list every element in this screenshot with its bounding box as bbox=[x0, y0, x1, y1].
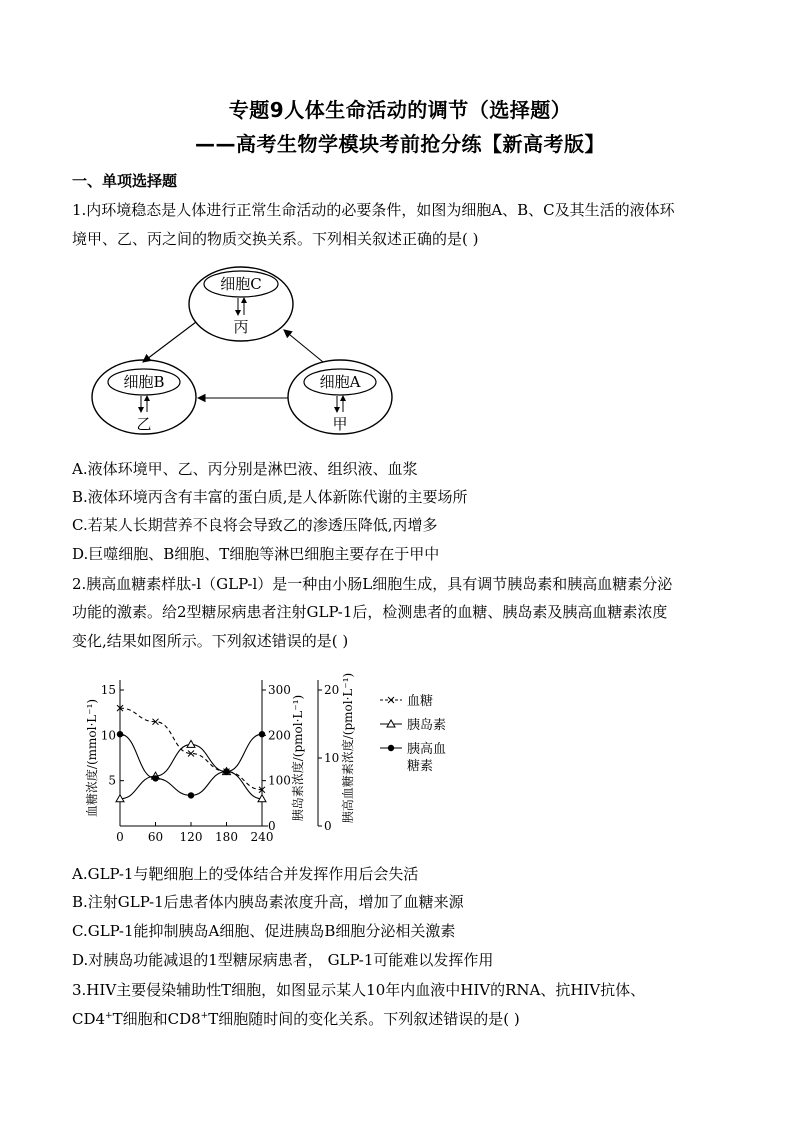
series-point-2 bbox=[117, 731, 123, 737]
y-left-tick-label: 10 bbox=[100, 728, 116, 743]
q1-option-a: A.液体环境甲、乙、丙分别是淋巴液、组织液、血浆 bbox=[72, 460, 418, 478]
doc-subtitle: ——高考生物学模块考前抢分练【新高考版】 bbox=[195, 132, 605, 156]
arrow-c-to-b bbox=[143, 322, 196, 362]
section-heading: 一、单项选择题 bbox=[72, 172, 178, 190]
q3-stem-line2: CD4+T细胞和CD8+T细胞随时间的变化关系。下列叙述错误的是( ) bbox=[72, 1010, 520, 1028]
legend-label-3: 糖素 bbox=[407, 759, 434, 774]
series-point-2 bbox=[223, 768, 229, 774]
q1-fluid-diagram bbox=[88, 262, 404, 440]
fluid-b-label: 乙 bbox=[136, 415, 152, 433]
legend-marker-0 bbox=[388, 697, 394, 703]
x-tick-label: 240 bbox=[250, 830, 274, 844]
y-mid-tick-label: 0 bbox=[268, 819, 276, 833]
q1-stem-line2: 境甲、乙、丙之间的物质交换关系。下列相关叙述正确的是( ) bbox=[72, 230, 479, 248]
y-mid-tick-label: 300 bbox=[268, 683, 291, 697]
y-mid-label: 胰岛素浓度/(pmol·L⁻¹) bbox=[291, 694, 305, 822]
q2-option-c: C.GLP-1能抑制胰岛A细胞、促进胰岛B细胞分泌相关激素 bbox=[72, 922, 456, 940]
q1-option-d: D.巨噬细胞、B细胞、T细胞等淋巴细胞主要存在于甲中 bbox=[72, 545, 440, 563]
x-tick-label: 60 bbox=[147, 830, 164, 844]
y-left-label: 血糖浓度/(mmol·L⁻¹) bbox=[85, 698, 99, 818]
cell-a-label: 细胞A bbox=[319, 373, 361, 391]
y-right-label: 胰高血糖素浓度/(pmol·L⁻¹) bbox=[341, 672, 355, 824]
legend-label-1: 胰岛素 bbox=[407, 718, 447, 733]
x-tick-label: 180 bbox=[215, 830, 238, 844]
fluid-a-label: 甲 bbox=[332, 415, 348, 433]
series-point-2 bbox=[188, 792, 194, 798]
y-mid-tick-label: 200 bbox=[268, 728, 291, 743]
series-line-1 bbox=[120, 744, 262, 798]
q3-stem-line1: 3.HIV主要侵染辅助性T细胞，如图显示某人10年内血液中HIV的RNA、抗HIV抗体、 bbox=[72, 981, 646, 999]
x-tick-label: 0 bbox=[116, 830, 124, 844]
cell-b-label: 细胞B bbox=[123, 373, 165, 391]
legend-marker-2 bbox=[388, 745, 394, 751]
q2-hormone-chart bbox=[80, 666, 480, 850]
q2-stem-line2: 功能的激素。给2型糖尿病患者注射GLP-1后，检测患者的血糖、胰岛素及胰高血糖素浓度 bbox=[72, 603, 668, 621]
fluid-c-label: 丙 bbox=[233, 318, 249, 336]
y-mid-tick-label: 100 bbox=[268, 773, 291, 788]
arrow-a-to-c bbox=[284, 330, 323, 362]
x-tick-label: 120 bbox=[179, 830, 203, 844]
series-line-0 bbox=[120, 708, 262, 790]
cell-c-label: 细胞C bbox=[220, 275, 262, 293]
doc-title: 专题9人体生命活动的调节（选择题） bbox=[228, 98, 572, 122]
y-right-tick-label: 0 bbox=[324, 819, 332, 833]
legend-label-2: 胰高血 bbox=[407, 742, 447, 757]
q2-stem-line3: 变化,结果如图所示。下列叙述错误的是( ) bbox=[72, 632, 349, 650]
q1-stem-line1: 1.内环境稳态是人体进行正常生命活动的必要条件，如图为细胞A、B、C及其生活的液体环 bbox=[72, 201, 675, 219]
legend-label-0: 血糖 bbox=[407, 694, 434, 709]
y-left-tick-label: 5 bbox=[108, 773, 116, 788]
y-right-tick-label: 20 bbox=[324, 683, 340, 697]
q1-option-b: B.液体环境丙含有丰富的蛋白质,是人体新陈代谢的主要场所 bbox=[72, 488, 468, 506]
q2-option-b: B.注射GLP-1后患者体内胰岛素浓度升高，增加了血糖来源 bbox=[72, 893, 464, 911]
q2-stem-line1: 2.胰高血糖素样肽-l（GLP-l）是一种由小肠L细胞生成，具有调节胰岛素和胰高血糖素分泌 bbox=[72, 575, 673, 593]
series-point-1 bbox=[187, 740, 195, 747]
q1-option-c: C.若某人长期营养不良将会导致乙的渗透压降低,丙增多 bbox=[72, 516, 438, 534]
q2-option-a: A.GLP-1与靶细胞上的受体结合并发挥作用后会失活 bbox=[72, 865, 419, 883]
y-right-tick-label: 10 bbox=[324, 751, 340, 765]
series-point-2 bbox=[259, 731, 265, 737]
y-left-tick-label: 15 bbox=[100, 683, 116, 697]
q2-option-d: D.对胰岛功能减退的1型糖尿病患者， GLP-1可能难以发挥作用 bbox=[72, 951, 494, 969]
series-point-2 bbox=[152, 775, 158, 781]
